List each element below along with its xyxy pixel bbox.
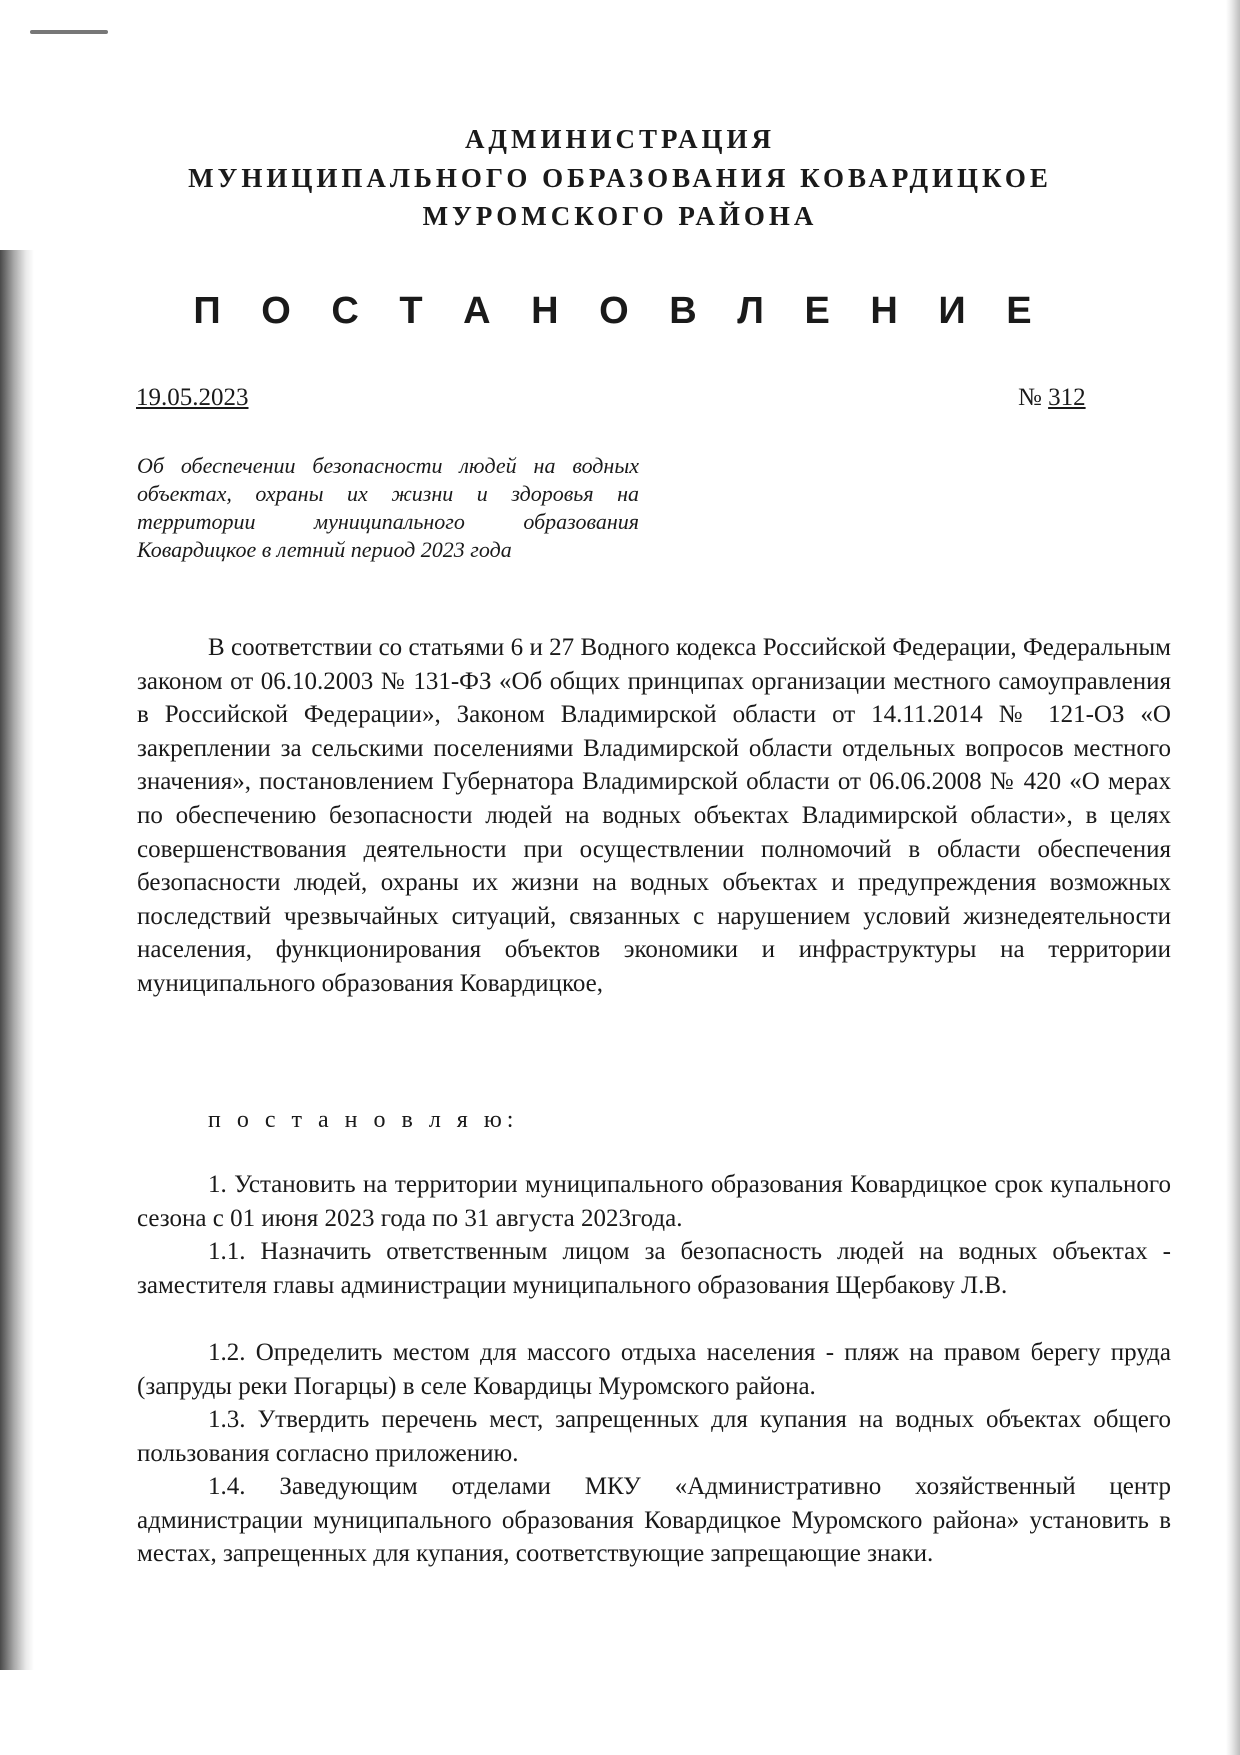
item-1-2: 1.2. Определить местом для массого отдыха населения - пляж на правом берегу пруда (запруды реки Погарцы) в селе Ковардицы Муромского района. [137,1339,1171,1400]
item-1-4: 1.4. Заведующим отделами МКУ «Административно хозяйственный центр администрации муниципального образования Ковардицкое Муромского района» установить в местах, запрещенных для купания, соответствующие запрещающие знаки. [137,1473,1171,1568]
item-1-3: 1.3. Утвердить перечень мест, запрещенных для купания на водных объектах общего пользования согласно приложению. [137,1406,1171,1467]
document-date: 19.05.2023 [136,384,249,411]
org-name-line-3: МУРОМСКОГО РАЙОНА [422,201,818,231]
scan-shadow-right [1226,0,1240,1755]
number-value: 312 [1048,384,1086,411]
number-prefix: № [1018,384,1042,411]
resolve-word: п о с т а н о в л я ю: [208,1107,519,1133]
item-1-1: 1.1. Назначить ответственным лицом за безопасность людей на водных объектах - заместителя главы администрации муниципального образования Щербакову Л.В. [137,1238,1171,1299]
org-name-line-1: АДМИНИСТРАЦИЯ [464,124,776,154]
document-number [1018,384,1086,412]
scan-mark [30,30,108,34]
item-1: 1. Установить на территории муниципального образования Ковардицкое срок купального сезона с 01 июня 2023 года по 31 августа 2023года. [137,1171,1171,1232]
org-name-line-2: МУНИЦИПАЛЬНОГО ОБРАЗОВАНИЯ КОВАРДИЦКОЕ [188,163,1052,193]
scan-shadow-left [0,250,34,1670]
preamble-paragraph: В соответствии со статьями 6 и 27 Водного кодекса Российской Федерации, Федеральным законом от 06.10.2003 № 131-ФЗ «Об общих принципах организации местного самоуправления в Российской Федерации», Законом Владимирской области от 14.11.2014 № 121-ОЗ «О закреплении за сельскими поселениями Владимирской области отдельных вопросов местного значения», постановлением Губернатора Владимирской области от 06.06.2008 № 420 «О мерах по обеспечению безопасности людей на водных объектах Владимирской области», в целях совершенствования деятельности при осуществлении полномочий в области обеспечения безопасности людей, охраны их жизни на водных объектах и предупреждения возможных последствий чрезвычайных ситуаций, связанных с нарушением условий жизнедеятельности населения, функционирования объектов экономики и инфраструктуры на территории муниципального образования Ковардицкое, [137,634,1171,997]
document-title: П О С Т А Н О В Л Е Н И Е [193,290,1047,332]
document-subject: Об обеспечении безопасности людей на водных объектах, охраны их жизни и здоровья на территории муниципального образования Ковардицкое в летний период 2023 года [137,453,639,562]
